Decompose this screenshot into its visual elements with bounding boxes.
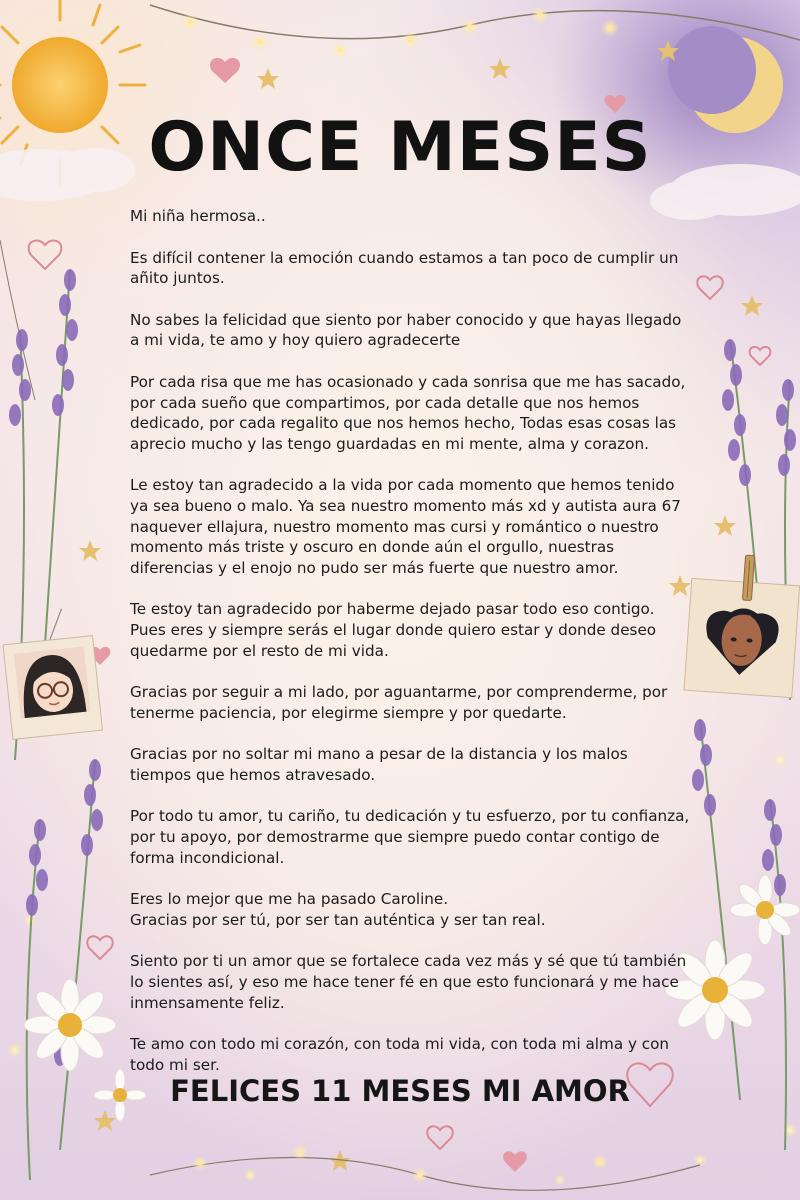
letter-paragraph: Gracias por seguir a mi lado, por aguantarme, por comprenderme, por tenerme paciencia, por elegirme siempre y por quedarte. [130, 683, 668, 722]
letter-paragraph: Te estoy tan agradecido por haberme dejado pasar todo eso contigo. Pues eres y siempre serás el lugar donde quiero estar y donde deseo quedarme por el resto de mi vida. [130, 600, 657, 660]
letter-paragraph: Te amo con todo mi corazón, con toda mi vida, con toda mi alma y con todo mi ser. [130, 1035, 670, 1074]
letter-paragraph: Por cada risa que me has ocasionado y cada sonrisa que me has sacado, por cada sueño que compartimos, por cada detalle que nos hemos dedicado, por cada regalito que nos hemos hecho, Todas esas cosas las aprecio mucho y las tengo guardadas en mi mente, alma y corazon. [130, 372, 686, 453]
letter-paragraph: Mi niña hermosa.. [130, 207, 266, 225]
letter-paragraph: Siento por ti un amor que se fortalece cada vez más y sé que tú también lo sientes así, y eso me hace tener fé en que esto funcionará y me hace inmensamente feliz. [130, 952, 687, 1012]
photo-boy-heart [684, 551, 800, 697]
letter-paragraph: Por todo tu amor, tu cariño, tu dedicación y tu esfuerzo, por tu confianza, por tu apoyo, por demostrarme que siempre puedo contar contigo de forma incondicional. [130, 807, 690, 867]
letter-paragraph: Gracias por no soltar mi mano a pesar de la distancia y los malos tiempos que hemos atravesado. [130, 745, 628, 784]
letter-body [130, 206, 690, 1096]
footer-message: FELICES 11 MESES MI AMOR [170, 1074, 630, 1108]
letter-paragraph: No sabes la felicidad que siento por haber conocido y que hayas llegado a mi vida, te amo y hoy quiero agradecerte [130, 310, 682, 350]
poster-title: ONCE MESES [148, 108, 652, 187]
letter-paragraph: Le estoy tan agradecido a la vida por cada momento que hemos tenido ya sea bueno o malo. Ya sea nuestro momento más xd y autista aura 67 naquever ellajura, nuestro momento mas cursi y romántico o nuestro momento más triste y oscuro en donde aún el orgullo, nuestras diferencias y el enojo no pudo ser más fuerte que nuestro amor. [130, 476, 681, 577]
letter-paragraph: Es difícil contener la emoción cuando estamos a tan poco de cumplir un añito juntos. [130, 248, 679, 288]
photo-girl-glasses [0, 606, 102, 740]
letter-paragraph: Eres lo mejor que me ha pasado Caroline. Gracias por ser tú, por ser tan auténtica y ser tan real. [130, 890, 546, 929]
